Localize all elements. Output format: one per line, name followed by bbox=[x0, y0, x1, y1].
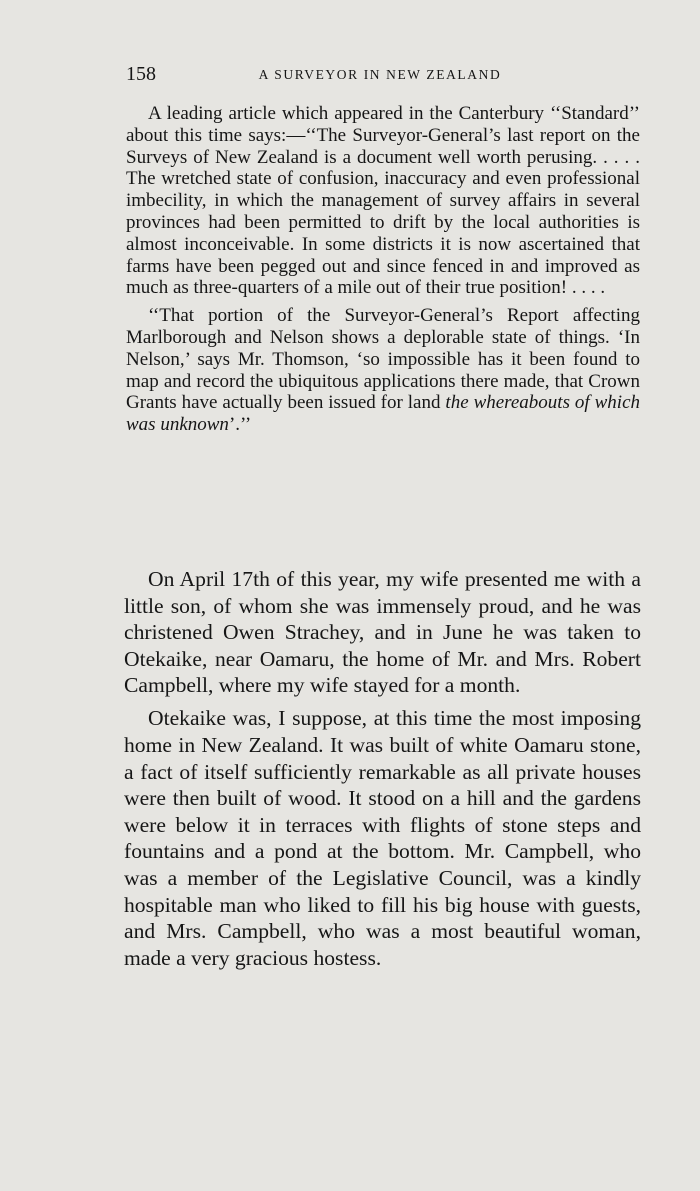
body-text bbox=[124, 566, 641, 971]
quote-paragraph: A leading article which appeared in the Canterbury ‘‘Standard’’ about this time says:—‘‘The Surveyor-General’s last report on the Surveys of New Zealand is a document well worth perusing. . . . . The wretched state of confusion, inaccuracy and even professional imbecility, in which the management of survey affairs in several provinces had been permitted to drift by the local authorities is almost inconceivable. In some districts it is now ascertained that farms have been pegged out and since fenced in and improved as much as three-quarters of a mile out of their true position! . . . . bbox=[126, 103, 640, 299]
page-number: 158 bbox=[126, 63, 156, 85]
quote-closing: ’.’’ bbox=[228, 414, 252, 436]
body-paragraph: Otekaike was, I suppose, at this time the most imposing home in New Zealand. It was built of white Oamaru stone, a fact of itself sufficiently remarkable as all private houses were then built of wood. It stood on a hill and the gardens were below it in terraces with flights of stone steps and fountains and a pond at the bottom. Mr. Campbell, who was a member of the Legislative Council, was a kindly hospitable man who liked to fill his big house with guests, and Mrs. Campbell, who was a most beautiful woman, made a very gracious hostess. bbox=[124, 706, 641, 970]
body-paragraph: On April 17th of this year, my wife presented me with a little son, of whom she was immensely proud, and he was christened Owen Strachey, and in June he was taken to Otekaike, near Oamaru, the home of Mr. and Mrs. Robert Campbell, where my wife stayed for a month. bbox=[124, 567, 641, 698]
quote-text: ‘‘That portion of the Surveyor-General’s Report affecting Marlborough and Nelson shows a deplorable state of things. ‘In Nelson,’ says Mr. Thomson, ‘so impossible has it been found to map and record the ubiquitous applications there made, that Crown Grants have actually been issued for land bbox=[126, 305, 640, 414]
quote-paragraph bbox=[126, 305, 640, 436]
quoted-article bbox=[126, 103, 640, 436]
quote-italic-text: the whereabouts of which was unknown bbox=[126, 392, 640, 436]
running-head: A SURVEYOR IN NEW ZEALAND bbox=[258, 67, 502, 82]
